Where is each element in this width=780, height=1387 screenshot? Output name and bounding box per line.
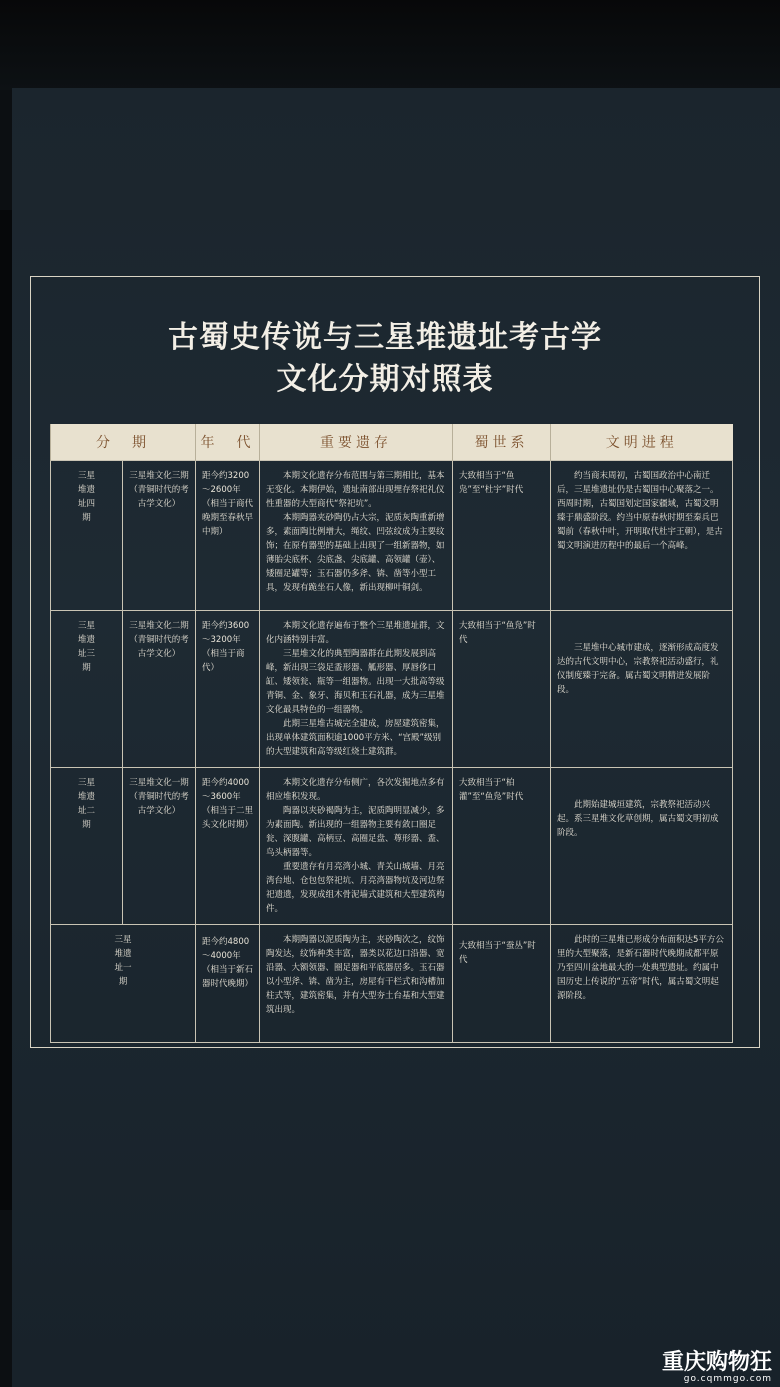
remains-paragraph: 陶器以夹砂褐陶为主，泥质陶明显减少，多为素面陶。新出现的一组器物主要有敛口圈足瓮、深腹罐、高柄豆、高圈足盘、尊形器、盉、鸟头柄器等。: [266, 806, 445, 858]
shu-lineage-cell: 大致相当于“鱼凫”至“杜宇”时代: [453, 461, 551, 611]
date-cell: 距今约3600～3200年（相当于商代）: [196, 611, 260, 768]
dark-background-left: [0, 210, 12, 1210]
date-cell: 距今约3200～2600年（相当于商代晚期至春秋早中期）: [196, 461, 260, 611]
remains-cell: [260, 461, 453, 611]
remains-paragraph: 本期陶器夹砂陶仍占大宗，泥质灰陶重新增多，素面陶比例增大，绳纹、凹弦纹成为主要纹饰；在原有器型的基础上出现了一组新器物，如薄胎尖底杯、尖底盏、尖底罐、高领罐（壶）、矮圈足罐等；玉石器仍多斧、锛、凿等小型工具，发现有跪坐石人像，新出现柳叶铜剑。: [266, 513, 445, 593]
phase-cell: 三星堆遗址一期: [51, 925, 196, 1043]
civilization-cell: 约当商末周初，古蜀国政治中心南迁后，三星堆遗址仍是古蜀国中心聚落之一。西周时期，古蜀国划定国家疆域，古蜀文明臻于鼎盛阶段。约当中原春秋时期至秦兵巴蜀前（春秋中叶，开明取代杜宇王朝），是古蜀文明演进历程中的最后一个高峰。: [551, 461, 733, 611]
watermark-logo: [662, 1352, 772, 1384]
dark-background-top: [0, 0, 780, 90]
page-title-line2: 文化分期对照表: [276, 362, 494, 397]
sub-period-cell: 三星堆文化一期（青铜时代的考古学文化）: [123, 768, 196, 925]
table-row: [51, 925, 733, 1043]
period-table: [50, 424, 733, 1043]
page-title-line1: 古蜀史传说与三星堆遗址考古学: [168, 320, 602, 355]
remains-cell: [260, 768, 453, 925]
date-cell: 距今约4000～3600年（相当于二里头文化时期）: [196, 768, 260, 925]
table-row: [51, 768, 733, 925]
sub-period-cell: 三星堆文化二期（青铜时代的考古学文化）: [123, 611, 196, 768]
header-shu-lineage: 蜀世系: [453, 424, 551, 461]
remains-paragraph: 重要遗存有月亮湾小城、青关山城墙、月亮湾台地、仓包包祭祀坑、月亮湾器物坑及河边祭祀遗遗，发现成组木骨泥墙式建筑和大型建筑构件。: [266, 862, 445, 914]
watermark-url: go.cqmmgo.com: [683, 1374, 772, 1384]
header-date: 年 代: [196, 424, 260, 461]
remains-paragraph: 本期陶器以泥质陶为主，夹砂陶次之，纹饰陶发达，纹饰种类丰富，器类以花边口沿器、宽沿器、大额领器、圈足器和平底器居多。玉石器以小型斧、锛、凿为主，房屋有干栏式和沟槽加柱式等，建筑密集，并有大型夯土台基和大型建筑出现。: [266, 935, 445, 1015]
remains-cell: [260, 925, 453, 1043]
civilization-cell: 此期始建城垣建筑，宗教祭祀活动兴起。系三星堆文化草创期，属古蜀文明初成阶段。: [551, 768, 733, 925]
remains-paragraph: 本期文化遗存遍布于整个三星堆遗址群，文化内涵特别丰富。: [266, 621, 445, 645]
sub-period-cell: 三星堆文化三期（青铜时代的考古学文化）: [123, 461, 196, 611]
header-remains: 重要遗存: [260, 424, 453, 461]
date-cell: 距今约4800～4000年（相当于新石器时代晚期）: [196, 925, 260, 1043]
phase-cell: 三星堆遗址四期: [51, 461, 123, 611]
remains-paragraph: 本期文化遗存分布范围与第三期相比，基本无变化。本期伊始，遗址南部出现埋存祭祀礼仪性重器的大型商代“祭祀坑”。: [266, 471, 445, 509]
header-period: 分 期: [51, 424, 196, 461]
header-civilization: 文明进程: [551, 424, 733, 461]
remains-paragraph: 此期三星堆古城完全建成，房屋建筑密集，出现单体建筑面积逾1000平方米、“宫殿”级别的大型建筑和高等级红烧土建筑群。: [266, 719, 445, 757]
civilization-cell: 三星堆中心城市建成，逐渐形成高度发达的古代文明中心，宗教祭祀活动盛行，礼仪制度臻于完备。属古蜀文明精进发展阶段。: [551, 611, 733, 768]
watermark-brand: 重庆购物狂: [661, 1350, 772, 1375]
remains-cell: [260, 611, 453, 768]
shu-lineage-cell: 大致相当于“鱼凫”时代: [453, 611, 551, 768]
civilization-cell: 此时的三星堆已形成分布面积达5平方公里的大型聚落，是新石器时代晚期成都平原乃至四川盆地最大的一处典型遗址。约属中国历史上传说的“五帝”时代，属古蜀文明起源阶段。: [551, 925, 733, 1043]
table-row: [51, 461, 733, 611]
remains-paragraph: 三星堆文化的典型陶器群在此期发展到高峰，新出现三袋足盉形器、觚形器、厚唇侈口缸、矮领瓮、瓶等一组器物。出现一大批高等级青铜、金、象牙、海贝和玉石礼器，成为三星堆文化最具特色的一组器物。: [266, 649, 445, 715]
shu-lineage-cell: 大致相当于“蚕丛”时代: [453, 925, 551, 1043]
shu-lineage-cell: 大致相当于“柏灌”至“鱼凫”时代: [453, 768, 551, 925]
phase-cell: 三星堆遗址三期: [51, 611, 123, 768]
table-header-row: [51, 424, 733, 461]
phase-cell: 三星堆遗址二期: [51, 768, 123, 925]
remains-paragraph: 本期文化遗存分布侧广，各次发掘地点多有相应堆积发现。: [266, 778, 445, 802]
table-row: [51, 611, 733, 768]
